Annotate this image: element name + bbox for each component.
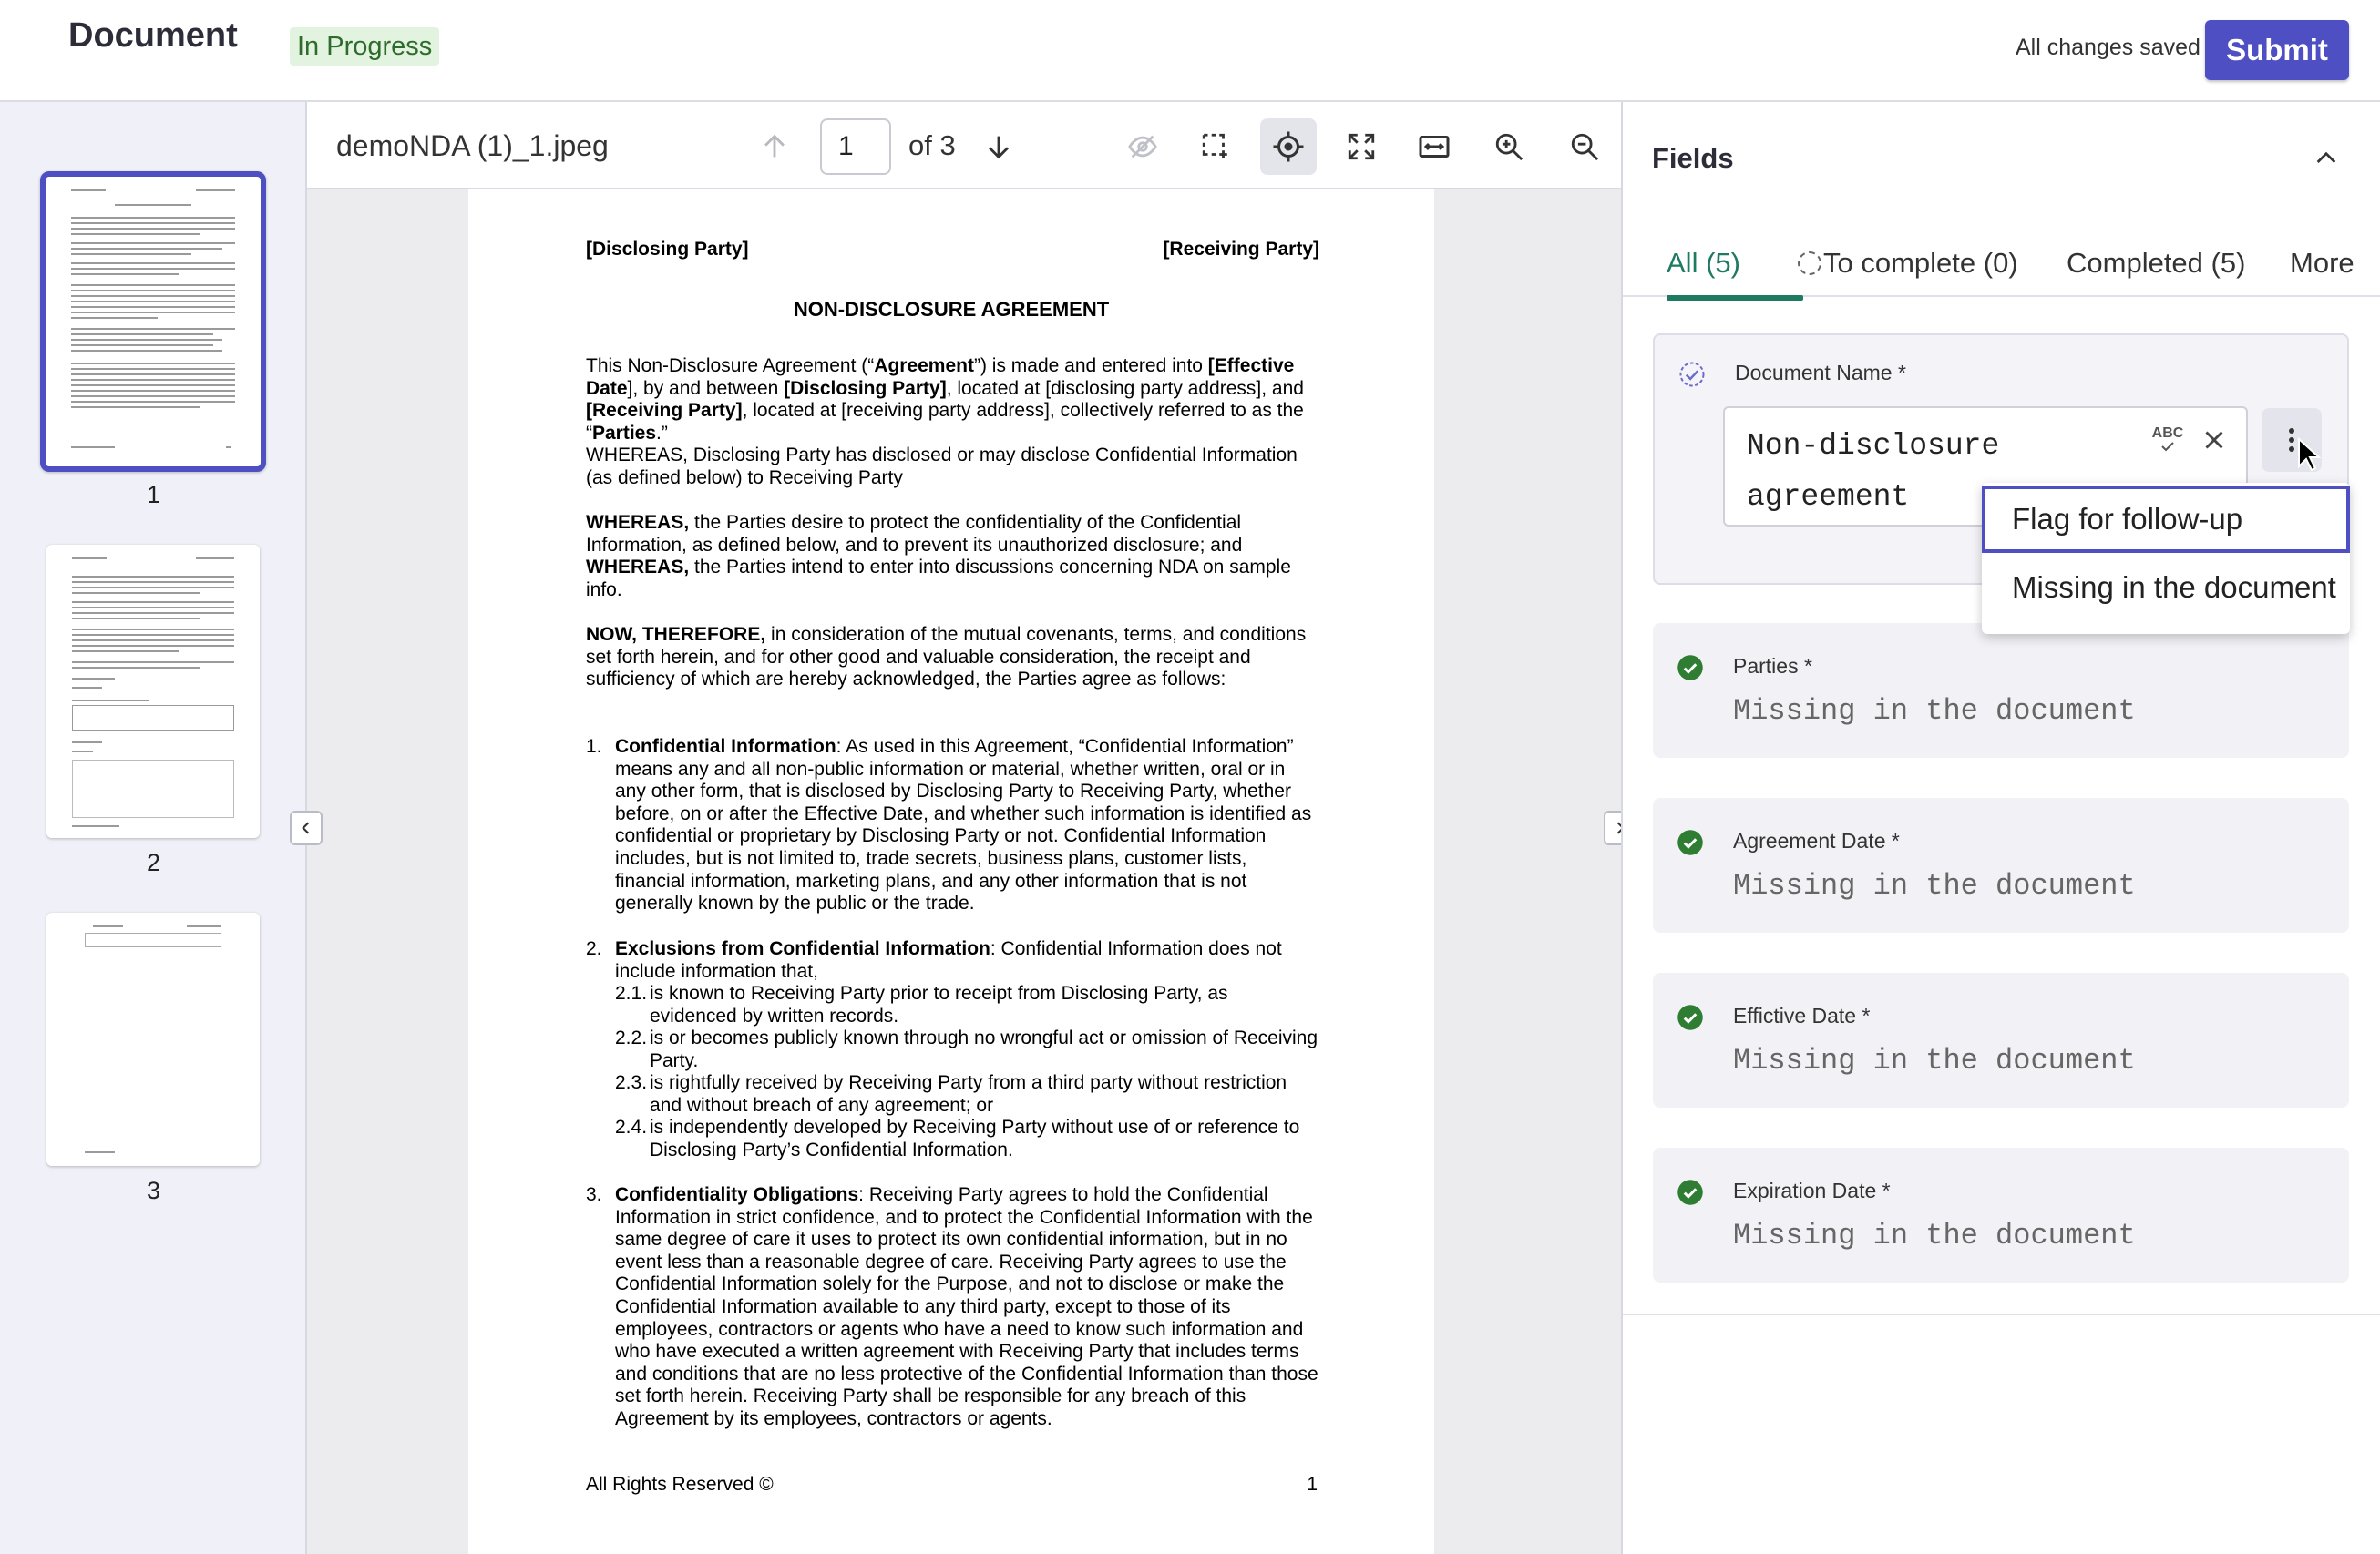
zoom-out-icon[interactable] <box>1556 118 1613 175</box>
clear-icon[interactable] <box>2199 424 2230 455</box>
file-name: demoNDA (1)_1.jpeg <box>336 129 609 162</box>
document-page: [Disclosing Party] [Receiving Party] NON-DISCLOSURE AGREEMENT This Non-Disclosure Agreement (“Agreement”) is made and entered into [Effective Date], by and between [Disclosing Party], located at [disclosing party address], and [Receiving Party], located at [receiving party address], collectively referred to as the “Parties.” WHEREAS, Disclosing Party has disclosed or may disclose Confidential Information (as defined below) to Receiving Party WHEREAS, the Parties desire to protect the confidentiality of the Confidential Information, as defined below, and to prevent its unauthorized disclosure; and WHEREAS, the Parties intend to enter into discussions concerning NDA on sample info. NOW, THEREFORE, in consideration of the mutual covenants, terms, and conditions set forth herein, and for other good and valuable consideration, the receipt and sufficiency of which are hereby acknowledged, the Parties agree as follows: 1. Confidential Information: As used in this Agreement, “Confidential Information” means any and all non-public information or material, whether written, oral or in any other form, that is disclosed by Disclosing Party to Receiving Party, whether before, on or after the Effective Date, and whether such information is identified as confidential or proprietary by Disclosing Party or not. Confidential Information includes, but is not limited to, trade secrets, business plans, customer lists, financial information, marketing plans, and any other information that is not generally known by the public or the trade. 2. Exclusions from Confidential Information: Confidential Information does not include information that, 2.1. is known to Receiving Party prior to receipt from Disclosing Party, as evidenced by written records. 2.2. is or becomes publicly known through no wrongful act or omission of Receiving Party. 2.3. is rightfully received by Receiving Party from a third party without restriction and without breach of any agreement; or 2.4. is independently developed by Receiving Party without use of or reference to Disclosing Party’s Confidential Information. 3. Confidentiality Obligations: Receiving Party agrees to hold the Confidential Information in strict confidence, and to protect the Confidential Information with the same degree of care it uses to protect its own confidential information, but in no event less than a reasonable degree of care. Receiving Party agrees to use the Confidential Information solely for the Purpose, and not to disclose or make the Confidential Information available to any third party, except to those of its employees, contractors or agents who have a need to know such information and who have executed a written agreement with Receiving Party that includes terms and conditions that are no less protective of the Confidential Information than those set forth herein. Receiving Party shall be responsible for any breach of this Agreement by its employees, contractors or agents. All Rights Reserved © 1 <box>468 189 1434 1554</box>
thumbnail-page-3[interactable] <box>46 913 260 1166</box>
intro-paragraph: This Non-Disclosure Agreement (“Agreement”) is made and entered into [Effective Date], by and between [Disclosing Party], located at [disclosing party address], and [Receiving Party], located at [receiving party address], collectively referred to as the “Parties.” WHEREAS, Disclosing Party has disclosed or may disclose Confidential Information (as defined below) to Receiving Party <box>586 355 1304 488</box>
zoom-in-icon[interactable] <box>1481 118 1537 175</box>
field-label: Effictive Date * <box>1733 1004 1871 1027</box>
dashed-circle-icon <box>1798 251 1821 275</box>
tab-to-complete[interactable]: To complete (0) <box>1798 230 2018 297</box>
field-label: Expiration Date * <box>1733 1179 1891 1202</box>
page-number-input[interactable]: 1 <box>820 118 891 175</box>
crosshair-icon[interactable] <box>1260 118 1317 175</box>
submit-button[interactable]: Submit <box>2205 20 2349 80</box>
fields-title: Fields <box>1652 142 1734 174</box>
page-footer-left: All Rights Reserved © <box>586 1474 774 1495</box>
fields-panel <box>1621 102 2380 1554</box>
check-circle-icon <box>1677 1004 1704 1031</box>
kebab-menu-icon <box>2287 426 2296 454</box>
page-title: Document <box>68 16 238 55</box>
mouse-cursor-icon <box>2297 437 2321 472</box>
field-card-expiration-date[interactable] <box>1653 1148 2349 1283</box>
check-circle-icon <box>1677 829 1704 856</box>
top-bar <box>0 0 2380 102</box>
status-badge: In Progress <box>290 27 439 66</box>
thumbnail-label: 2 <box>146 849 161 876</box>
thumbnail-label: 1 <box>146 481 161 508</box>
now-therefore-paragraph: NOW, THEREFORE, in consideration of the mutual covenants, terms, and conditions set forth herein, and for other good and valuable consideration, the receipt and sufficiency of which are hereby acknowledged, the Parties agree as follows: <box>586 624 1307 690</box>
page-thumbnails <box>0 102 307 1554</box>
active-tab-indicator <box>1667 295 1803 301</box>
fullscreen-icon[interactable] <box>1333 118 1390 175</box>
check-circle-icon <box>1677 654 1704 681</box>
field-value[interactable]: Missing in the document <box>1733 694 2136 728</box>
page-footer-number: 1 <box>1307 1474 1318 1495</box>
menu-item-missing-in-document[interactable]: Missing in the document <box>2012 570 2336 604</box>
field-card-effective-date[interactable] <box>1653 973 2349 1108</box>
field-value[interactable]: Missing in the document <box>1733 1219 2136 1252</box>
field-label: Document Name * <box>1735 361 1906 384</box>
tab-completed[interactable]: Completed (5) <box>2067 247 2246 279</box>
thumbnail-page-2[interactable] <box>46 545 260 838</box>
check-circle-icon <box>1677 1179 1704 1206</box>
tab-more[interactable]: More <box>2290 247 2354 279</box>
page-count-label: of 3 <box>908 129 956 161</box>
chevron-up-icon[interactable] <box>2308 140 2344 177</box>
document-name-value[interactable]: Non-disclosure agreement <box>1747 429 2000 514</box>
field-value[interactable]: Missing in the document <box>1733 869 2136 903</box>
viewer-toolbar <box>307 102 1621 189</box>
save-status: All changes saved <box>2016 35 2200 60</box>
agreement-heading: NON-DISCLOSURE AGREEMENT <box>793 298 1110 321</box>
party-left: [Disclosing Party] <box>586 239 749 260</box>
field-tabs <box>1623 230 2380 297</box>
arrow-down-icon[interactable] <box>970 118 1027 175</box>
collapse-left-panel-button[interactable] <box>290 811 323 845</box>
field-label: Agreement Date * <box>1733 829 1900 853</box>
spellcheck-icon[interactable]: ABC <box>2151 426 2184 455</box>
panel-divider <box>1623 1314 2380 1315</box>
field-card-parties[interactable] <box>1653 623 2349 758</box>
party-right: [Receiving Party] <box>1163 239 1319 260</box>
document-viewer <box>307 102 1621 1554</box>
add-selection-icon[interactable] <box>1187 118 1244 175</box>
thumbnail-page-1[interactable] <box>40 171 266 472</box>
menu-item-flag-follow-up[interactable]: Flag for follow-up <box>1982 486 2350 553</box>
field-value[interactable]: Missing in the document <box>1733 1044 2136 1078</box>
chevron-left-icon <box>297 819 315 837</box>
whereas-paragraph: WHEREAS, the Parties desire to protect the confidentiality of the Confidential Information, as defined below, and to prevent its unauthorized disclosure; and WHEREAS, the Parties intend to enter into discussions concerning NDA on sample info. <box>586 512 1291 600</box>
field-card-agreement-date[interactable] <box>1653 798 2349 933</box>
fit-width-icon[interactable] <box>1406 118 1462 175</box>
eye-off-icon[interactable] <box>1114 118 1171 175</box>
in-progress-check-icon <box>1678 361 1706 388</box>
field-options-menu <box>1982 483 2350 634</box>
thumbnail-label: 3 <box>146 1177 161 1204</box>
arrow-up-icon[interactable] <box>746 118 803 175</box>
tab-all[interactable]: All (5) <box>1667 247 1740 279</box>
field-label: Parties * <box>1733 654 1812 678</box>
